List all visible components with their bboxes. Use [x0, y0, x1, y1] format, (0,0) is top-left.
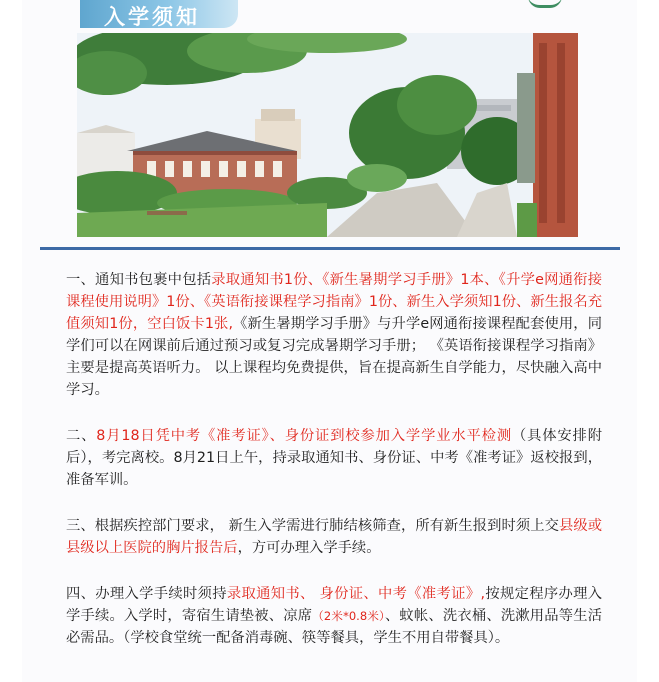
notice-item-4: [66, 583, 602, 649]
item-2-lead: 二、: [66, 428, 97, 444]
notice-item-3: [66, 515, 602, 559]
item-2-detail: （具体安排附后），考完离校。8月21日上午，持录取通知书、身份证、中考《准考证》返校报到，准备军训。: [66, 428, 603, 488]
item-1-detail: 《新生暑期学习手册》与升学e网通衔接课程配套使用，同学们可以在网课前后通过预习或复习完成暑期学习手册； 《英语衔接课程学习指南》主要是提高英语听力。 以上课程均免费提供，旨在提高新生自学能力，尽快融入高中学习。: [66, 316, 602, 398]
item-1-highlight: 录取通知书1份、《新生暑期学习手册》1本、《升学e网通衔接课程使用说明》1份、《英语衔接课程学习指南》1份、新生入学须知1份、新生报名充值须知1份，空白饭卡1张,: [66, 272, 603, 332]
section-divider: [40, 247, 620, 250]
notice-item-1: [66, 269, 602, 401]
notice-content: [66, 269, 602, 673]
item-1-lead: 一、通知书包裹中包括: [66, 272, 212, 288]
item-4-size-note: （2米*0.8米）: [312, 609, 385, 623]
campus-photo: [77, 33, 578, 237]
item-4-tail: 、蚊帐、洗衣桶、洗漱用品等生活必需品。（学校食堂统一配备消毒碗、筷等餐具，学生不用自带餐具）。: [66, 608, 603, 646]
item-4-highlight: 录取通知书、 身份证、中考《准考证》,: [226, 586, 485, 602]
page-title: 入学须知: [104, 5, 200, 29]
item-4-lead: 四、办理入学手续时须持: [66, 586, 227, 602]
item-3-lead: 三、根据疾控部门要求， 新生入学需进行肺结核筛查，所有新生报到时须上交: [66, 518, 559, 534]
item-3-highlight: 县级或县级以上医院的胸片报告后: [66, 518, 603, 556]
item-3-detail: ，方可办理入学手续。: [237, 540, 381, 556]
item-2-highlight: 8月18日凭中考《准考证》、身份证到校参加入学学业水平检测: [96, 428, 512, 444]
item-4-detail: 按规定程序办理入学手续。入学时，寄宿生请垫被、凉席: [66, 586, 603, 624]
notice-item-2: [66, 425, 602, 491]
